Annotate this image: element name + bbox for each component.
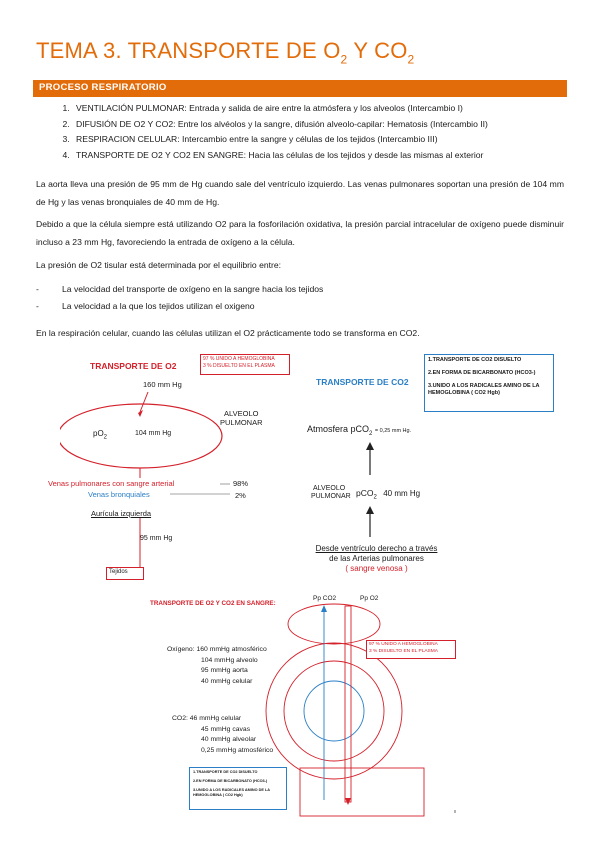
o2-po2-value: 104 mm Hg	[135, 430, 172, 437]
steps-list	[52, 101, 572, 163]
o2-note-line: 3 % DISUELTO EN EL PLASMA	[203, 363, 275, 369]
co2-line: 0,25 mmHg atmosférico	[201, 746, 274, 754]
co2-info-line: 3.UNIDO A LOS RADICALES AMINO DE LA HEMOGLOBINA ( CO2 Hgb)	[428, 383, 540, 396]
blood-diagram-title: TRANSPORTE DE O2 Y CO2 EN SANGRE:	[150, 600, 276, 607]
blood-info-line: 1.TRANSPORTE DE CO2 DISUELTO	[193, 770, 258, 774]
auricula-label: Aurícula izquierda	[91, 509, 152, 518]
co2-pco2-label: pCO$_2$ 40 mm Hg	[356, 488, 421, 501]
inner-circle	[304, 681, 364, 741]
paragraph-equilibrium: La presión de O2 tisular está determinada por el equilibrio entre:	[36, 260, 282, 270]
blood-info-line: 2.EN FORMA DE BICARBONATO (HCO3-)	[193, 779, 268, 783]
middle-circle	[284, 661, 384, 761]
venas-bronquiales-pct: 2%	[235, 491, 246, 500]
top-cell	[288, 604, 380, 644]
inflow-arrow	[140, 392, 148, 412]
list-item: 1. VENTILACIÓN PULMONAR: Entrada y salida de aire entre la atmósfera y los alveolos (Intercambio I)	[72, 101, 572, 117]
o2-note-line: 97 % UNIDO A HEMOGLOBINA	[203, 356, 275, 362]
section-banner	[33, 80, 567, 97]
list-item: - La velocidad del transporte de oxígeno en la sangre hacia los tejidos	[62, 281, 323, 298]
co2-alveolo-label: ALVEOLO PULMONAR	[311, 485, 351, 500]
venas-bronquiales-label: Venas bronquiales	[88, 490, 150, 499]
co2-info-box	[424, 354, 554, 412]
co2-info-line: 1.TRANSPORTE DE CO2 DISUELTO	[428, 357, 522, 363]
co2-diagram-title: TRANSPORTE DE CO2	[316, 377, 409, 387]
blood-note-line: 3 % DISUELTO EN EL PLASMA	[369, 648, 438, 654]
atmosfera-label: Atmosfera pCO$_2$ = 0,25 mm Hg.	[307, 424, 412, 437]
blood-info-line: 3.UNIDO A LOS RADICALES AMINO DE LA HEMOGLOBINA ( CO2 Hgb)	[193, 788, 270, 797]
co2-line: CO2: 46 mmHg celular	[172, 715, 242, 722]
paragraph-oxidative: Debido a que la célula siempre está utilizando O2 para la fosforilación oxidativa, la presión parcial intracelular de oxígeno puede disminuir incluso a 23 mm Hg, favoreciendo la entrada de oxígeno a la célula.	[36, 219, 564, 247]
list-item: 4. TRANSPORTE DE O2 Y CO2 EN SANGRE: Hacia las células de los tejidos y desde las mismas al exterior	[72, 148, 572, 164]
oxigeno-line: 95 mmHg aorta	[201, 667, 248, 674]
blood-note-line: 97 % UNIDO A HEMOGLOBINA	[369, 642, 438, 647]
blood-note-box	[366, 640, 456, 659]
co2-arrowhead	[321, 605, 327, 612]
outer-circle	[266, 643, 402, 779]
oxigeno-line: 40 mmHg celular	[201, 677, 253, 685]
up-arrowhead	[366, 506, 374, 514]
o2-note-box	[200, 354, 290, 375]
tissue-rect	[300, 768, 424, 816]
co2-info-line: 2.EN FORMA DE BICARBONATO (HCO3-)	[428, 370, 536, 376]
o2-arrowhead	[345, 798, 351, 805]
list-item: 3. RESPIRACION CELULAR: Intercambio entre la sangre y células de los tejidos (Intercambio III)	[72, 132, 572, 148]
o2-alveolo-label: ALVEOLO PULMONAR	[220, 409, 263, 427]
paragraph-cellular: En la respiración celular, cuando las células utilizan el O2 prácticamente todo se transforma en CO2.	[36, 328, 420, 338]
co2-line: 40 mmHg alveolar	[201, 736, 257, 743]
list-item: 2. DIFUSIÓN DE O2 Y CO2: Entre los alvéolos y la sangre, difusión alveolo-capilar: Hematosis (Intercambio II)	[72, 117, 572, 133]
pp-o2-label: Pp O2	[360, 595, 379, 602]
tejidos-box	[106, 567, 144, 580]
blood-info-box	[189, 767, 287, 810]
venas-pulmonares-pct: 98%	[233, 479, 249, 488]
o2-diagram-title: TRANSPORTE DE O2	[90, 361, 177, 371]
section-label: PROCESO RESPIRATORIO	[39, 82, 167, 93]
paragraph-aorta: La aorta lleva una presión de 95 mm de Hg cuando sale del ventrículo izquierdo. Las venas pulmonares soportan una presión de 104 mm de Hg y las venas bronquiales de 40 mm de Hg.	[36, 179, 564, 207]
oxigeno-line: Oxígeno: 160 mmHg atmosférico	[167, 646, 267, 653]
o2-tube	[345, 606, 351, 802]
o2-pressure-top: 160 mm Hg	[143, 380, 182, 389]
pp-co2-label: Pp CO2	[313, 595, 337, 602]
venas-pulmonares-label: Venas pulmonares con sangre arterial	[48, 479, 175, 488]
co2-pressures	[172, 714, 273, 756]
co2-origin-label: Desde ventrículo derecho a través de las Arterias pulmonares ( sangre venosa )	[315, 544, 438, 573]
oxigeno-line: 104 mmHg alveolo	[201, 656, 258, 664]
up-arrowhead	[366, 442, 374, 450]
page-title: TEMA 3. TRANSPORTE DE $O_2$ Y $CO_2$	[36, 38, 415, 67]
equilibrium-list	[62, 281, 323, 315]
o2-po2-label: $pO_2$	[93, 429, 108, 441]
oxigeno-pressures	[167, 645, 267, 687]
co2-line: 45 mmHg cavas	[201, 725, 251, 733]
tejidos-label: Tejidos	[109, 569, 128, 575]
list-item: - La velocidad a la que los tejidos utilizan el oxigeno	[62, 298, 323, 315]
o2-pressure-bottom: 95 mm Hg	[140, 535, 173, 542]
